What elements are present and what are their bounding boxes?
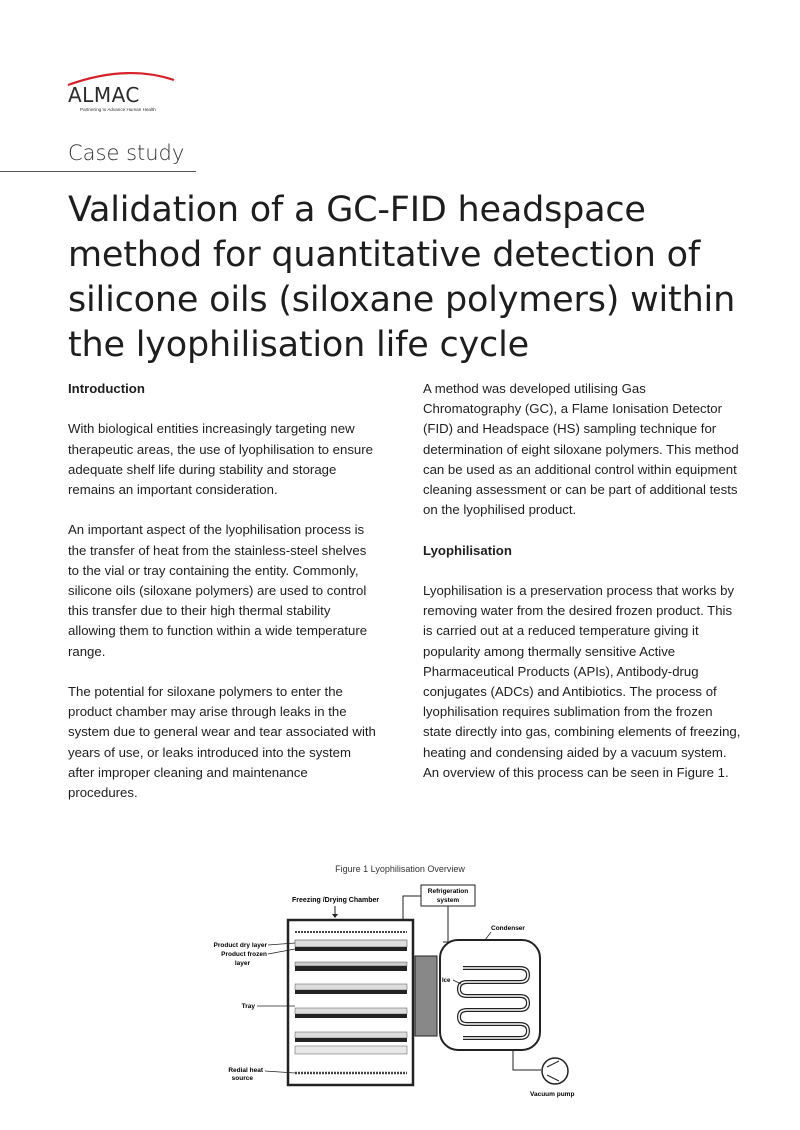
condenser-label: Condenser bbox=[491, 925, 525, 932]
refrigeration-label-2: system bbox=[436, 897, 460, 904]
header-divider bbox=[0, 171, 196, 172]
lyophilisation-heading: Lyophilisation bbox=[423, 542, 512, 558]
intro-paragraph-1: With biological entities increasingly targeting new therapeutic areas, the use of lyophilisation to ensure adequate shelf life during stability and storage remains an important consideration. bbox=[68, 421, 373, 497]
introduction-heading: Introduction bbox=[68, 381, 145, 396]
vacuum-pump bbox=[542, 1058, 568, 1084]
heat-source-label-1: Redial heat bbox=[228, 1067, 263, 1074]
refrigeration-label-1: Refrigeration bbox=[427, 888, 469, 895]
page-title: Validation of a GC-FID headspace method for quantitative detection of silicone oils (siloxane polymers) within the lyophilisation life cycle bbox=[68, 190, 736, 365]
intro-paragraph-2: An important aspect of the lyophilisation process is the transfer of heat from the stainless-steel shelves to the vial or tray containing the entity. Commonly, silicone oils (siloxane polymers) are used to control this transfer due to their high thermal stability allowing them to function within a wide temperature range. bbox=[68, 522, 368, 659]
lyophilisation-diagram bbox=[195, 880, 605, 1105]
right-column bbox=[423, 379, 743, 803]
logo-wordmark: ALMAC bbox=[68, 83, 140, 107]
logo-tagline: Partnering to Advance Human Health bbox=[80, 107, 156, 112]
intro-paragraph-3: The potential for siloxane polymers to enter the product chamber may arise through leaks in the system due to general wear and tear associated with years of use, or leaks introduced into the system after improper cleaning and maintenance procedures. bbox=[68, 684, 376, 801]
case-study-label: Case study bbox=[68, 141, 185, 165]
almac-logo bbox=[66, 68, 196, 118]
vacuum-pump-label: Vacuum pump bbox=[530, 1091, 575, 1098]
method-paragraph: A method was developed utilising Gas Chromatography (GC), a Flame Ionisation Detector (FID) and Headspace (HS) sampling technique for determination of eight siloxane polymers. This method can be used as an additional control within equipment cleaning assessment or can be part of additional tests on the lyophilised product. bbox=[423, 381, 739, 518]
dry-layer-label: Product dry layer bbox=[213, 942, 267, 949]
figure-caption: Figure 1 Lyophilisation Overview bbox=[335, 864, 465, 874]
chamber-label: Freezing /Drying Chamber bbox=[292, 897, 380, 904]
heat-source-label-2: source bbox=[231, 1075, 253, 1082]
ice-label: Ice bbox=[442, 978, 451, 984]
connecting-duct bbox=[415, 956, 437, 1036]
lyophilisation-paragraph: Lyophilisation is a preservation process that works by removing water from the desired frozen product. This is carried out at a reduced temperature giving it popularity among thermally sensitive Active Pharmaceutical Products (APIs), Antibody-drug conjugates (ADCs) and Antibiotics. The process of lyophilisation requires sublimation from the frozen state directly into gas, combining elements of freezing, heating and condensing aided by a vacuum system. An overview of this process can be seen in Figure 1. bbox=[423, 583, 741, 780]
frozen-layer-label-1: Product frozen bbox=[221, 951, 267, 958]
frozen-layer-label-2: layer bbox=[234, 960, 250, 967]
tray-label: Tray bbox=[241, 1003, 255, 1010]
left-column bbox=[68, 379, 378, 823]
